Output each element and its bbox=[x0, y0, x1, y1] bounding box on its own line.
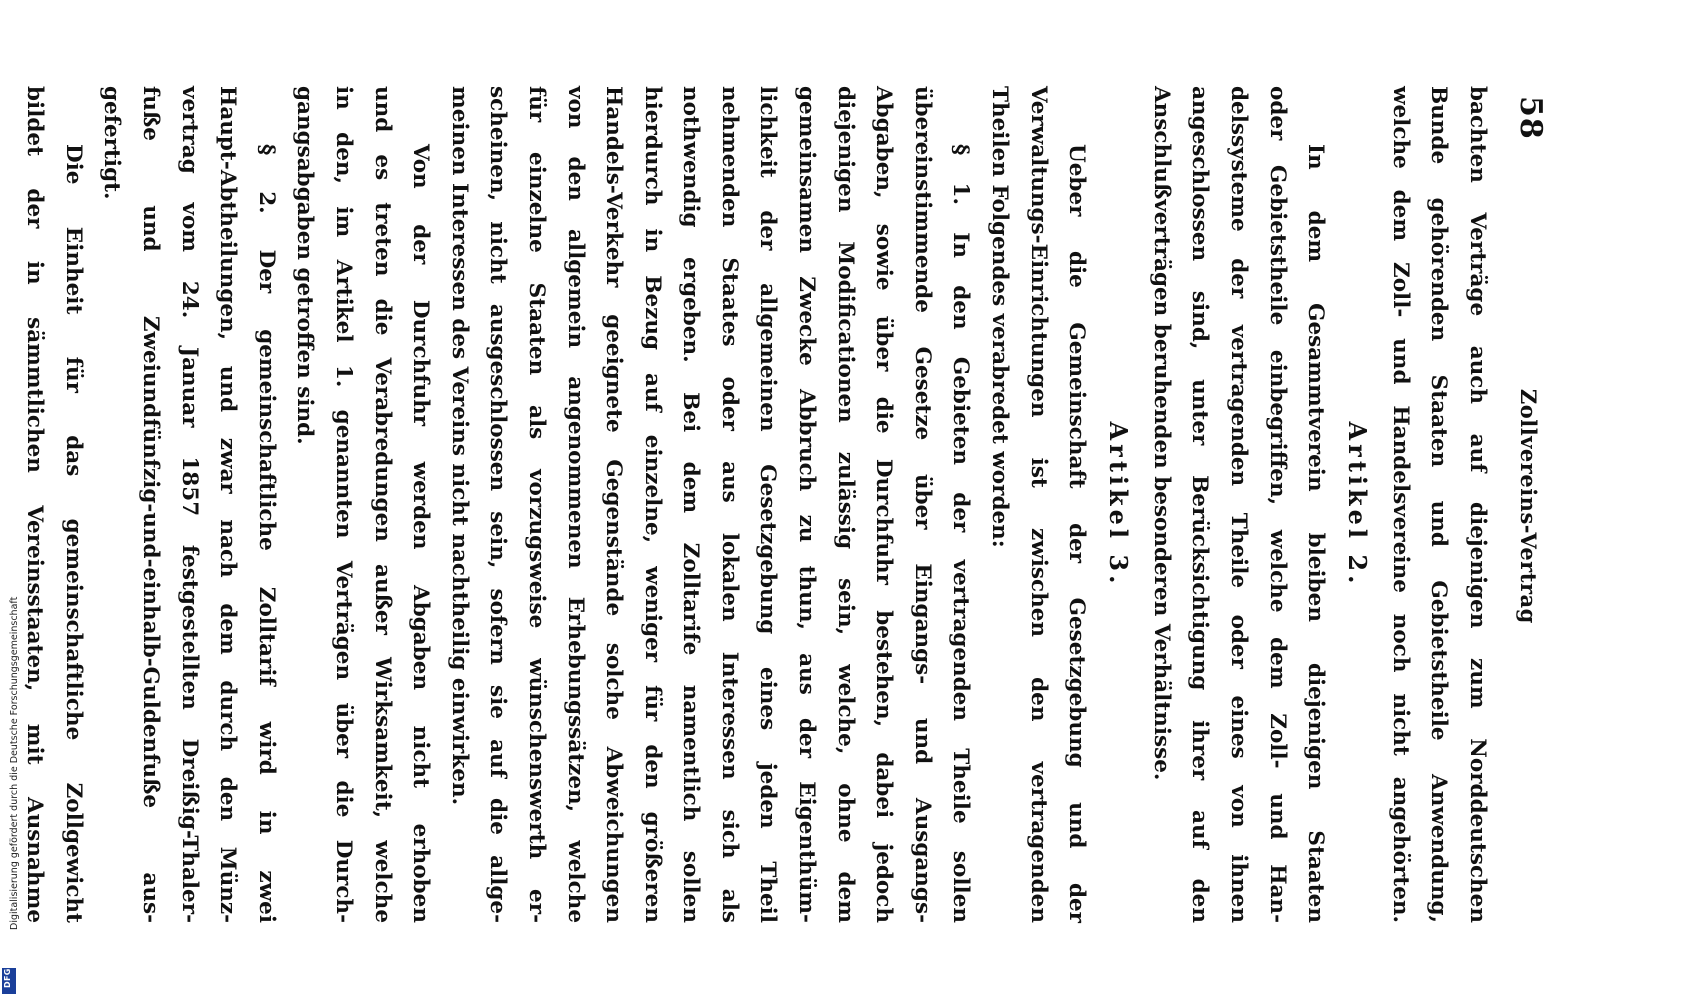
text-line: angeschlossen sind, unter Berücksichtigung ihrer auf den bbox=[1187, 86, 1213, 923]
text-line: welche dem Zoll- und Handelsvereine noch nicht angehörten. bbox=[1387, 86, 1413, 923]
text-line: vertrag vom 24. Januar 1857 festgestellten Dreißig-Thaler- bbox=[176, 86, 202, 923]
einheit-paragraph bbox=[15, 86, 92, 923]
article-2-heading: Artikel 2. bbox=[1343, 421, 1373, 588]
text-line: gemeinsamen Zwecke Abbruch zu thun, aus der Eigenthüm- bbox=[794, 86, 820, 923]
digitization-credit-text: Digitalisierung gefördert durch die Deutsche Forschungsgemeinschaft bbox=[9, 596, 20, 930]
section-2-paragraph bbox=[92, 86, 285, 923]
text-line: lichkeit der allgemeinen Gesetzgebung eines jeden Theil bbox=[755, 86, 781, 923]
text-line: Anschlußverträgen beruhenden besonderen Verhältnisse. bbox=[1148, 86, 1174, 781]
page-header bbox=[1496, 78, 1548, 923]
text-line: In dem Gesammtverein bleiben diejenigen Staaten bbox=[1303, 144, 1329, 923]
text-line: oder Gebietstheile einbegriffen, welche dem Zoll- und Han- bbox=[1264, 86, 1290, 923]
running-title: Zollvereins-Vertrag bbox=[1516, 388, 1541, 624]
text-line: Bunde gehörenden Staaten und Gebietstheile Anwendung, bbox=[1426, 86, 1452, 923]
page-number: 58 bbox=[1513, 96, 1548, 140]
text-line: Die Einheit für das gemeinschaftliche Zollgewicht bbox=[60, 144, 86, 923]
article-3-heading: Artikel 3. bbox=[1104, 421, 1134, 588]
text-line: und es treten die Verabredungen außer Wirksamkeit, welche bbox=[369, 86, 395, 923]
article-2-paragraph bbox=[1141, 86, 1334, 923]
text-line: gangsabgaben getroffen sind. bbox=[292, 86, 318, 445]
text-line: nehmenden Staates oder aus lokalen Interessen sich als bbox=[716, 86, 742, 923]
text-line: Handels-Verkehr geeignete Gegenstände solche Abweichungen bbox=[601, 86, 627, 923]
text-line: bildet der in sämmtlichen Vereinsstaaten, mit Ausnahme bbox=[22, 86, 48, 923]
intro-paragraph bbox=[1380, 86, 1496, 923]
scanned-page bbox=[22, 78, 1548, 923]
text-line: delssysteme der vertragenden Theile oder eines von ihnen bbox=[1226, 86, 1252, 923]
text-line: gefertigt. bbox=[99, 86, 125, 200]
page-body bbox=[15, 78, 1496, 923]
text-line: Ueber die Gemeinschaft der Gesetzgebung und der bbox=[1064, 144, 1090, 923]
dfg-logo bbox=[2, 968, 16, 994]
text-line: Haupt-Abtheilungen, und zwar nach dem durch den Münz- bbox=[215, 86, 241, 923]
text-line: hierdurch in Bezug auf einzelne, weniger für den größeren bbox=[639, 86, 665, 923]
text-line: von den allgemein angenommenen Erhebungssätzen, welche bbox=[562, 86, 588, 923]
text-line: fuße und Zweiundfünfzig-und-einhalb-Guldenfuße aus- bbox=[138, 86, 163, 923]
text-line: Theilen Folgendes verabredet worden: bbox=[987, 86, 1013, 548]
text-line: für einzelne Staaten als vorzugsweise wünschenswerth er- bbox=[523, 86, 549, 923]
text-line: Abgaben, sowie über die Durchfuhr bestehen, dabei jedoch bbox=[871, 86, 897, 923]
text-line: Von der Durchfuhr werden Abgaben nicht erhoben bbox=[408, 144, 434, 923]
text-line: nothwendig ergeben. Bei dem Zolltarife namentlich sollen bbox=[678, 86, 704, 923]
text-line: § 1. In den Gebieten der vertragenden Theile sollen bbox=[948, 144, 974, 923]
text-line: Verwaltungs-Einrichtungen ist zwischen den vertragenden bbox=[1025, 86, 1051, 923]
durchfuhr-paragraph bbox=[285, 86, 439, 923]
article-3-intro bbox=[979, 86, 1095, 923]
text-line: übereinstimmende Gesetze über Eingangs- und Ausgangs- bbox=[909, 86, 935, 923]
section-1-paragraph bbox=[439, 86, 979, 923]
text-line: bachten Verträge auch auf diejenigen zum Norddeutschen bbox=[1465, 86, 1490, 923]
text-line: § 2. Der gemeinschaftliche Zolltarif wird in zwei bbox=[253, 144, 279, 923]
text-line: meinen Interessen des Vereins nicht nachtheilig einwirken. bbox=[446, 86, 472, 806]
text-line: diejenigen Modificationen zulässig sein, welche, ohne dem bbox=[832, 86, 858, 923]
text-line: scheinen, nicht ausgeschlossen sein, sofern sie auf die allge- bbox=[485, 86, 511, 923]
dfg-logo-text: DFG bbox=[3, 968, 12, 988]
text-line: in den, im Artikel 1. genannten Verträgen über die Durch- bbox=[330, 86, 356, 923]
